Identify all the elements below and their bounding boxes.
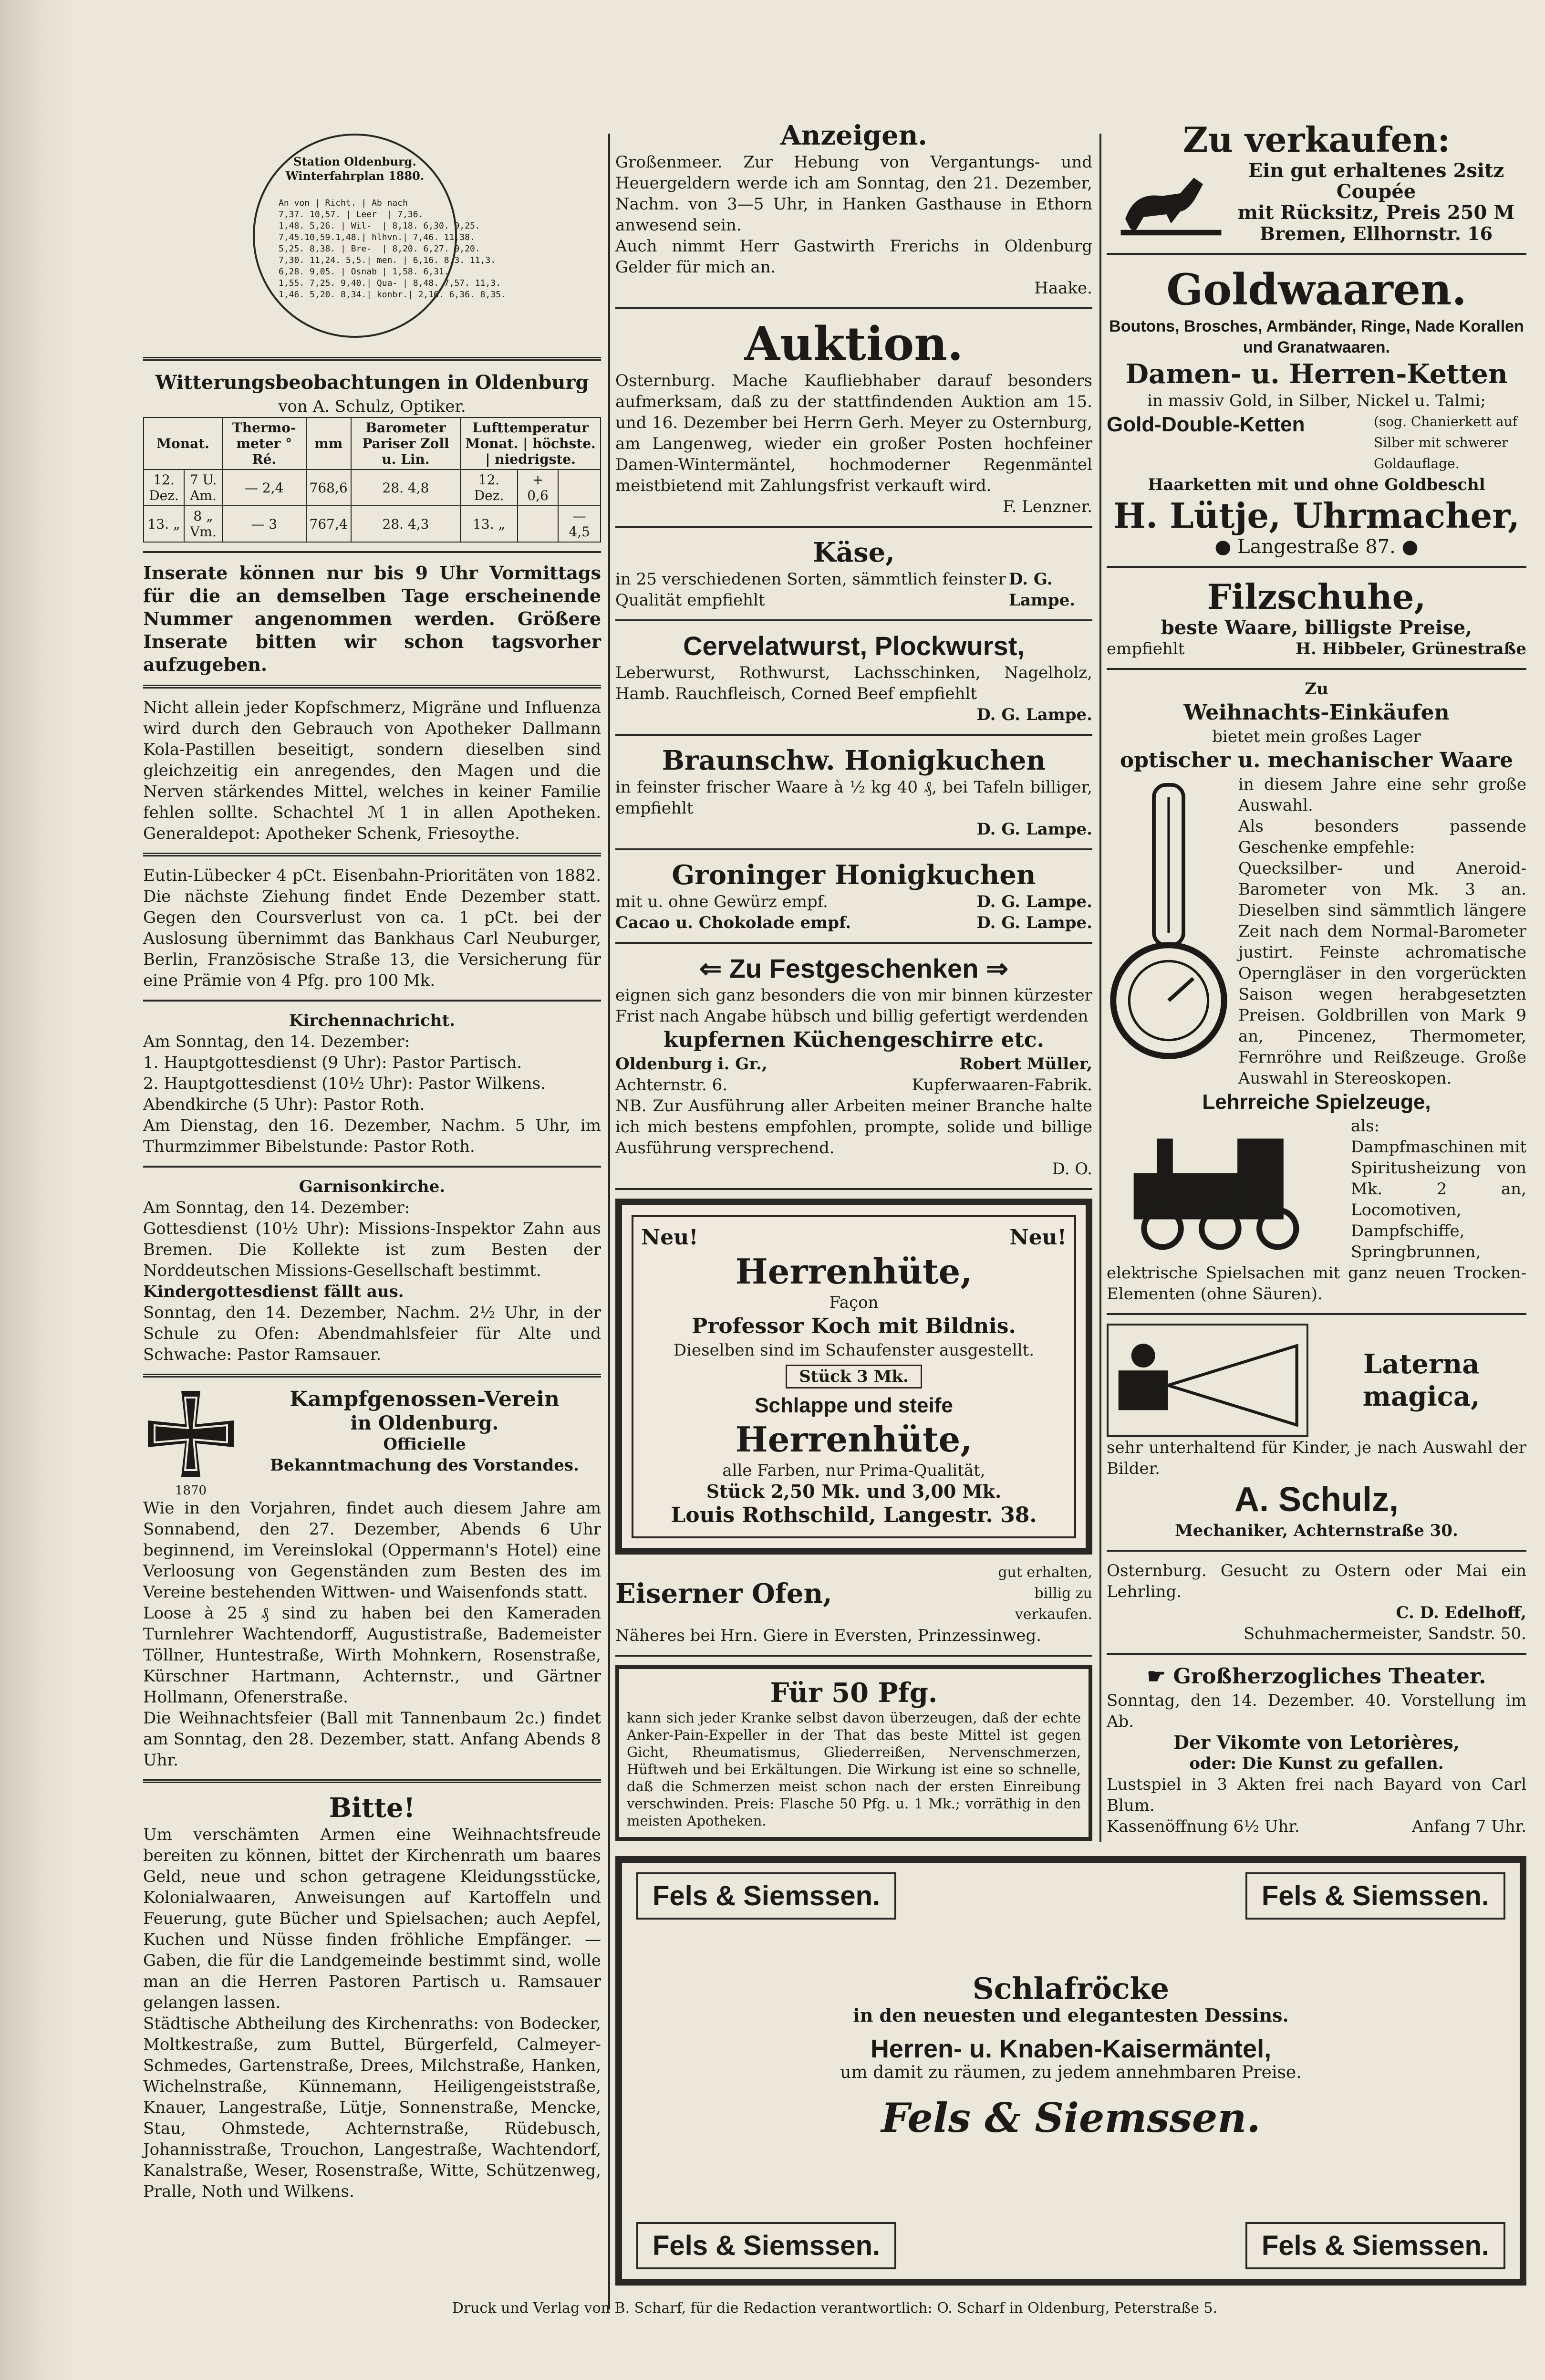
cell: 12. Dez. — [460, 470, 518, 506]
fs-tag: Fels & Siemssen. — [1245, 2222, 1505, 2269]
goldwaaren-haar: Haarketten mit und ohne Goldbeschl — [1148, 475, 1485, 494]
weih-text3: Quecksilber- und Aneroid-Barometer von Mk. 3 an. Dieselben sind sämmtlich längere Zeit nach dem Normal-Barometer justirt. Feinste achromatische Operngläser in den vorgerückten Saison wegen herabgesetzten Preisen. Goldbrillen von Mark 9 an, Pincenez, Thermometer, Fernröhre und Reißzeuge. Große Auswahl in Stereoskopen. — [1238, 859, 1526, 1088]
divider — [143, 685, 601, 689]
ofen-side: gut erhalten, billig zu verkaufen. — [998, 1564, 1092, 1623]
lampe-sig: D. G. Lampe. — [976, 820, 1092, 839]
column-rule-1 — [608, 134, 610, 2309]
divider — [615, 942, 1092, 944]
hut-farben: alle Farben, nur Prima-Qualität, — [722, 1461, 985, 1480]
railway-timetable-seal — [253, 134, 506, 338]
theater-text6: Anfang 7 Uhr. — [1411, 1817, 1526, 1836]
divider — [615, 1188, 1092, 1190]
cell: — 2,4 — [222, 470, 306, 506]
divider — [615, 848, 1092, 850]
pointing-hand-icon: ☛ — [1147, 1664, 1173, 1689]
garnison-line: Sonntag, den 14. Dezember, Nachm. 2½ Uhr, in der Schule zu Ofen: Abendmahlsfeier für Alte und Schwache: Pastor Ramsauer. — [143, 1303, 601, 1364]
cell: — 3 — [222, 506, 306, 542]
hut-preis: Stück 2,50 Mk. und 3,00 Mk. — [706, 1481, 1002, 1502]
bitte-text2: Städtische Abtheilung des Kirchenraths: von Bodecker, Moltkestraße, zum Buttel, Bürgerfeld, Calmeyer-Schmedes, Gartenstraße, Drees, Milchstraße, Hanken, Wichelnstraße, Künnemann, Heiligengeiststraße, Knauer, Langestraße, Lütje, Sonnenstraße, Mencke, Stau, Ohmstede, Achternstraße, Rüdebusch, Johannisstraße, Trouchon, Langestraße, Wachtendorf, Kanalstraße, Weser, Rosenstraße, Witte, Schützenweg, Pralle, Noth und Wilkens. — [143, 2014, 601, 2201]
divider — [1107, 668, 1526, 670]
osternburg-sig2: Schuhmachermeister, Sandstr. 50. — [1244, 1624, 1526, 1643]
divider — [615, 1655, 1092, 1657]
lufttemp-label: Lufttemperatur — [472, 420, 589, 436]
spiel-title: Lehrreiche Spielzeuge, — [1202, 1090, 1431, 1114]
bullet-icon: ● — [1214, 536, 1238, 558]
goldwaaren-double: Gold-Double-Ketten — [1107, 413, 1305, 436]
goldwaaren-text: Boutons, Brosches, Armbänder, Ringe, Nade Korallen und Granatwaaren. — [1109, 317, 1524, 356]
divider — [615, 734, 1092, 736]
ofen-text: Näheres bei Hrn. Giere in Eversten, Prinzessinweg. — [615, 1626, 1042, 1645]
bullet-icon: ● — [1395, 536, 1419, 558]
hut-koch: Professor Koch mit Bildnis. — [692, 1314, 1016, 1338]
kampf-titles — [248, 1386, 601, 1498]
weih-bietet: bietet mein großes Lager — [1212, 727, 1421, 746]
kampf-title: Kampfgenossen-Verein — [290, 1387, 560, 1411]
garnison-line: Kindergottesdienst fällt aus. — [143, 1282, 404, 1301]
kirchen-line: Am Dienstag, den 16. Dezember, Nachm. 5 Uhr, im Thurmzimmer Bibelstunde: Pastor Roth. — [143, 1116, 601, 1156]
osternburg-text: Osternburg. Gesucht zu Ostern oder Mai ein Lehrling. — [1107, 1561, 1526, 1601]
col-baro: Barometer Pariser Zoll u. Lin. — [351, 418, 461, 470]
luetje-addr-row — [1107, 536, 1526, 557]
cell — [558, 470, 601, 506]
seal-title: Station Oldenburg. Winterfahrplan 1880. — [285, 155, 425, 183]
theater-title-row — [1107, 1663, 1526, 1690]
kampf-sub3: Bekanntmachung des Vorstandes. — [270, 1456, 579, 1475]
weather-header-row — [144, 418, 601, 470]
fs-line: Herren- u. Knaben-Kaisermäntel, — [870, 2035, 1272, 2063]
divider — [143, 1779, 601, 1783]
weih-title: Weihnachts-Einkäufen — [1183, 700, 1450, 725]
laterna-title: Laterna magica, — [1362, 1348, 1480, 1412]
cell: 768,6 — [306, 470, 351, 506]
pfg-title: Für 50 Pfg. — [770, 1677, 938, 1709]
theater-text3: oder: Die Kunst zu gefallen. — [1189, 1754, 1444, 1773]
weih-text2: Als besonders passende Geschenke empfehle: — [1238, 817, 1526, 857]
anzeigen-title: Anzeigen. — [780, 120, 927, 151]
cell: 767,4 — [306, 506, 351, 542]
garnison-line: Gottesdienst (10½ Uhr): Missions-Inspektor Zahn aus Bremen. Die Kollekte ist zum Besten der Norddeutschen Missions-Gesellschaft bestimmt. — [143, 1219, 601, 1280]
fest-nb: NB. Zur Ausführung aller Arbeiten meiner Branche halte ich mich bestens empfohlen, prompte, solide und billige Ausführung versprechend. — [615, 1096, 1092, 1158]
page-fold-shadow — [0, 0, 72, 2380]
divider — [143, 1000, 601, 1002]
cell: 12. Dez. — [144, 470, 184, 506]
cell: 28. 4,3 — [351, 506, 461, 542]
groninger-row — [615, 891, 1092, 912]
filz-row — [1107, 638, 1526, 659]
cell: 13. „ — [460, 506, 518, 542]
fs-tag: Fels & Siemssen. — [636, 1872, 896, 1920]
hut-title2: Herrenhüte, — [735, 1419, 973, 1460]
verkaufen-line: Coupée — [1336, 180, 1416, 203]
divider — [1107, 253, 1526, 255]
kola-ad: Nicht allein jeder Kopfschmerz, Migräne und Influenza wird durch den Gebrauch von Apotheker Dallmann Kola-Pastillen beseitigt, sondern dieselben sind gleichzeitig ein anregendes, den Magen und die Nerven stärkendes Mittel, welches in keiner Familie fehlen sollte. Schachtel ℳ 1 in allen Apotheken. Generaldepot: Apotheker Schenk, Friesoythe. — [143, 698, 601, 843]
fest-title — [615, 952, 1092, 985]
weather-table — [143, 417, 601, 543]
divider — [1107, 1313, 1526, 1315]
cell: 28. 4,8 — [351, 470, 461, 506]
fs-firm: Fels & Siemssen. — [881, 2094, 1261, 2141]
kaese-text: in 25 verschiedenen Sorten, sämmtlich feinster Qualität empfiehlt — [615, 570, 1006, 610]
verkaufen-line: Bremen, Ellhornstr. 16 — [1259, 223, 1493, 244]
divider — [143, 853, 601, 856]
weather-subtitle: von A. Schulz, Optiker. — [278, 397, 466, 416]
bitte-title: Bitte! — [329, 1792, 415, 1824]
braunschw-title: Braunschw. Honigkuchen — [662, 745, 1046, 776]
cell: 13. „ — [144, 506, 184, 542]
filz-title: Filzschuhe, — [1207, 576, 1426, 617]
lampe-sig: D. G. Lampe. — [1008, 570, 1076, 610]
laterna-row — [1107, 1324, 1526, 1437]
fs-line2: um damit zu räumen, zu jedem annehmbaren Preise. — [840, 2063, 1302, 2082]
cell: 7 U. Am. — [184, 470, 222, 506]
verkaufen-line: mit Rücksitz, Preis 250 M — [1237, 201, 1515, 224]
fest-row — [615, 1054, 1092, 1075]
fs-title: Schlafröcke — [972, 1971, 1170, 2006]
cell — [518, 506, 558, 542]
table-row — [144, 470, 601, 506]
hut-facon: Façon — [829, 1293, 879, 1312]
kampf-text2: Loose à 25 ₰ sind zu haben bei den Kameraden Turnlehrer Wachtendorff, Augustistraße, Bademeister Töllner, Huntestraße, Wirth Mohnkern, Rosenstraße, Kürschner Hartmann, Achternstr., und Gärtner Hollmann, Ofenerstraße. — [143, 1604, 601, 1707]
pfg-text: kann sich jeder Kranke selbst davon überzeugen, daß der echte Anker-Pain-Expeller in der That das beste Mittel ist gegen Gicht, Rheumatismus, Gliederreißen, Nervenschmerzen, Hüftweh und bei Erkältungen. Die Wirkung ist eine so schnelle, daß die Schmerzen meist schon nach der ersten Einreibung verschwinden. Preis: Flasche 50 Pfg. u. 1 Mk.; vorräthig in den meisten Apotheken. — [627, 1710, 1081, 1829]
goldwaaren-title: Goldwaaren. — [1166, 264, 1467, 315]
fs-sub: in den neuesten und elegantesten Dessins. — [853, 2004, 1289, 2026]
arrow-icon: ⇐ — [699, 953, 729, 983]
luetje-addr: Langestraße 87. — [1237, 536, 1396, 558]
braunschw-text: in feinster frischer Waare à ½ kg 40 ₰, bei Tafeln billiger, empfiehlt — [615, 778, 1092, 818]
table-row — [144, 506, 601, 542]
hut-stueck: Stück 3 Mk. — [786, 1365, 922, 1388]
fest-row2 — [615, 1075, 1092, 1096]
arrow-icon: ⇒ — [978, 953, 1008, 983]
schulz-name: A. Schulz, — [1234, 1481, 1399, 1519]
neu-row — [641, 1224, 1067, 1251]
laterna-magica-icon — [1107, 1324, 1308, 1437]
eutin-ad: Eutin-Lübecker 4 pCt. Eisenbahn-Prioritäten von 1882. Die nächste Ziehung findet Ende Dezember statt. Gegen den Coursverlust von ca. 1 pCt. bei der Auslosung übernimmt das Bankhaus Carl Neuburger, Berlin, Französische Straße 13, die Versicherung für eine Prämie von 4 Pfg. pro 100 Mk. — [143, 866, 601, 990]
fest-big: kupfernen Küchengeschirre etc. — [664, 1028, 1044, 1052]
divider — [615, 307, 1092, 309]
divider — [1107, 1550, 1526, 1552]
filz-sig: H. Hibbeler, Grünestraße — [1296, 639, 1526, 658]
goldwaaren-mat: in massiv Gold, in Silber, Nickel u. Talmi; — [1147, 391, 1486, 410]
theater-text4: Lustspiel in 3 Akten frei nach Bayard von Carl Blum. — [1107, 1775, 1526, 1815]
fels-siemssen-ad — [615, 1856, 1526, 2286]
column-2 — [615, 119, 1092, 1841]
fs-center — [622, 1973, 1520, 2139]
col-niedrigste: niedrigste. — [495, 451, 576, 467]
luetje-name: H. Lütje, Uhrmacher, — [1113, 495, 1520, 536]
hut-schlappe: Schlappe und steife — [755, 1394, 953, 1417]
fs-tag: Fels & Siemssen. — [636, 2222, 896, 2269]
inserate-notice: Inserate können nur bis 9 Uhr Vormittags für die an demselben Tage erscheinende Nummer angenommen werden. Größere Inserate bitten wir schon tagsvorher aufzugeben. — [143, 562, 601, 675]
kampf-text: Wie in den Vorjahren, findet auch diesem Jahre am Sonnabend, den 27. Dezember, Abends 6 Uhr beginnend, im Vereinslokal (Oppermann's Hotel) eine Verloosung von Gegenständen zum Besten des im Vereine bestehenden Wittwen- und Waisenfonds statt. — [143, 1499, 601, 1602]
anzeigen-text: Großenmeer. Zur Hebung von Vergantungs- und Heuergeldern werde ich am Sonntag, den 21. Dezember, Nachm. von 3—5 Uhr, in Hanken Gasthause in Ethorn anwesend sein. — [615, 153, 1092, 235]
kirchen-line: Am Sonntag, den 14. Dezember: — [143, 1032, 410, 1051]
ofen-title: Eiserner Ofen, — [615, 1578, 832, 1609]
kirchen-line: Abendkirche (5 Uhr): Pastor Roth. — [143, 1095, 425, 1114]
cell: 8 „ Vm. — [184, 506, 222, 542]
lampe-sig: D. G. Lampe. — [976, 892, 1092, 911]
fest-street: Achternstr. 6. — [615, 1075, 728, 1095]
column-rule-2 — [1099, 134, 1101, 1842]
hut-schau: Dieselben sind im Schaufenster ausgestellt. — [673, 1341, 1035, 1360]
laterna-text: sehr unterhaltend für Kinder, je nach Auswahl der Bilder. — [1107, 1438, 1526, 1478]
divider — [615, 526, 1092, 528]
theater-title: Großherzogliches Theater. — [1173, 1664, 1486, 1689]
fest-text: eignen sich ganz besonders die von mir binnen kürzester Frist nach Angabe hübsch und billig gefertigt werdenden — [615, 986, 1092, 1026]
weih-zu: Zu — [1305, 679, 1328, 699]
ofen-row — [615, 1562, 1092, 1625]
kampf-text3: Die Weihnachtsfeier (Ball mit Tannenbaum 2c.) findet am Sonntag, den 28. Dezember, statt. Anfang Abends 8 Uhr. — [143, 1709, 601, 1770]
auktion-title: Auktion. — [744, 317, 964, 371]
auktion-text: Osternburg. Mache Kaufliebhaber darauf besonders aufmerksam, daß zu der stattfindenden Auktion am 15. und 16. Dezember bei Herrn Gerh. Meyer zu Osternburg, am Langenweg, wieder ein großer Posten hochfeiner Damen-Wintermäntel, hochmoderner Regenmäntel meistbietend mit Zahlungsfrist verkauft wird. — [615, 371, 1092, 495]
anzeigen-text2: Auch nimmt Herr Gastwirth Frerichs in Oldenburg Gelder für mich an. — [615, 237, 1092, 277]
garnison-title: Garnisonkirche. — [299, 1177, 446, 1196]
groninger-text: mit u. ohne Gewürz empf. — [615, 892, 828, 911]
cervelat-text: Leberwurst, Rothwurst, Lachsschinken, Nagelholz, Hamb. Rauchfleisch, Corned Beef empfiehlt — [615, 663, 1092, 703]
iron-cross-block — [143, 1386, 238, 1498]
theater-text5: Kassenöffnung 6½ Uhr. — [1107, 1817, 1300, 1836]
fs-tag: Fels & Siemssen. — [1245, 1872, 1505, 1920]
column-3 — [1107, 119, 1526, 1837]
kirchen-line: 2. Hauptgottesdienst (10½ Uhr): Pastor Wilkens. — [143, 1074, 546, 1093]
goldwaaren-double2: (sog. Chanierkett auf Silber mit schwerer Goldauflage. — [1374, 414, 1517, 471]
divider — [143, 1166, 601, 1168]
divider — [143, 1374, 601, 1378]
kirchen-title: Kirchennachricht. — [289, 1011, 456, 1030]
hut-firm: Louis Rothschild, Langestr. 38. — [671, 1503, 1037, 1527]
seal-grid: An von | Richt. | Ab nach 7,37. 10,57. | Leer | 7,36. 1,48. 5,26. | Wil- | 8,18. 6,30. 9,25. 7,45.10,59.1,48.| hlhvn.| 7,46. 11,38. 5,25. 8,38. | Bre- | 8,20. 6,27. 9,20. 7,30. 11,24. 5,5.| men. | 6,16. 8,3. 11,3. 6,28. 9,05. | Osnab | 1,58. 6,31. 1,55. 7,25. 9,40.| Qua- | 8,48. 7,57. 11,3. 1,46. 5,20. 8,34.| konbr.| 2,16. 6,36. 8,35. — [279, 198, 506, 300]
kampf-header — [143, 1386, 601, 1498]
garnison-line: Am Sonntag, den 14. Dezember: — [143, 1198, 410, 1217]
verkaufen-title: Zu verkaufen: — [1182, 119, 1451, 160]
verkaufen-line: Ein gut erhaltenes 2sitz — [1248, 159, 1504, 182]
cacao-row — [615, 912, 1092, 933]
auktion-sig: F. Lenzner. — [1003, 497, 1092, 516]
col-hoechste: höchste. — [532, 436, 596, 451]
fest-loc: Oldenburg i. Gr., — [615, 1054, 767, 1074]
kampf-sub: in Oldenburg. — [350, 1412, 499, 1434]
toy-locomotive-icon — [1107, 1116, 1345, 1254]
herrenhuete-inner — [632, 1215, 1076, 1538]
weather-title: Witterungsbeobachtungen in Oldenburg — [155, 371, 589, 394]
kaese-row — [615, 569, 1092, 611]
osternburg-sig: C. D. Edelhoff, — [1396, 1603, 1526, 1622]
divider — [1107, 1653, 1526, 1655]
cervelat-title: Cervelatwurst, Plockwurst, — [683, 631, 1025, 661]
cacao-text: Cacao u. Chokolade empf. — [615, 913, 851, 932]
hut-title: Herrenhüte, — [735, 1251, 973, 1292]
pain-expeller-ad — [615, 1665, 1092, 1841]
fest-nb-sig: D. O. — [1052, 1159, 1092, 1179]
weih-texts — [1238, 774, 1526, 1089]
fest-name: Robert Müller, — [959, 1054, 1092, 1074]
barometer-icon — [1107, 779, 1231, 1075]
cell: — 4,5 — [558, 506, 601, 542]
divider — [143, 551, 601, 553]
col-lufttemp: Lufttemperatur Monat. | höchste. | niedrigste. — [460, 418, 601, 470]
kirchen-line: 1. Hauptgottesdienst (9 Uhr): Pastor Partisch. — [143, 1053, 522, 1072]
horse-icon — [1116, 172, 1226, 239]
theater-text2: Der Vikomte von Letorières, — [1173, 1732, 1460, 1753]
weih-body — [1107, 774, 1526, 1089]
theater-text: Sonntag, den 14. Dezember. 40. Vorstellung im Ab. — [1107, 1691, 1526, 1731]
filz-empf: empfiehlt — [1107, 639, 1185, 658]
divider — [143, 357, 601, 361]
fest-title-text: Zu Festgeschenken — [729, 953, 979, 983]
col-monat2: Monat. — [465, 436, 518, 451]
spiel-text: als: Dampfmaschinen mit Spiritusheizung von Mk. 2 an, Locomotiven, Dampfschiffe, Springbrunnen, — [1351, 1117, 1526, 1262]
col-mm: mm — [306, 418, 351, 470]
filz-text: beste Waare, billigste Preise, — [1161, 616, 1472, 639]
kaese-title: Käse, — [813, 537, 895, 568]
column-1 — [143, 119, 601, 2202]
imprint-footer: Druck und Verlag von B. Scharf, für die Redaction verantwortlich: O. Scharf in Oldenburg, Peterstraße 5. — [452, 2300, 1218, 2317]
theater-row — [1107, 1816, 1526, 1837]
cross-year: 1870 — [175, 1483, 207, 1498]
neu-label: Neu! — [1009, 1225, 1067, 1250]
divider — [1107, 566, 1526, 568]
goldwaaren-row — [1107, 411, 1526, 474]
weih-opt: optischer u. mechanischer Waare — [1120, 748, 1514, 772]
spiel-text2: elektrische Spielsachen mit ganz neuen Trocken-Elementen (ohne Säuren). — [1107, 1263, 1526, 1304]
bitte-text: Um verschämten Armen eine Weihnachtsfreude bereiten zu können, bittet der Kirchenrath um baares Geld, neue und schon getragene Kleidungsstücke, Kolonialwaaren, Anweisungen auf Kartoffeln und Feuerung, gute Bücher und Spielsachen; auch Aepfel, Kuchen und Nüsse finden fröhliche Empfänger. — Gaben, die für die Landgemeinde bestimmt sind, wolle man an die Herren Pastoren Partisch u. Ramsauer gelangen lassen. — [143, 1825, 601, 2012]
anzeigen-sig: Haake. — [1034, 279, 1092, 298]
herrenhuete-ad — [615, 1199, 1092, 1555]
col-monat: Monat. — [144, 418, 222, 470]
kampf-sub2: Officielle — [383, 1435, 466, 1454]
cell: + 0,6 — [518, 470, 558, 506]
lampe-sig: D. G. Lampe. — [976, 913, 1092, 932]
iron-cross-icon — [143, 1386, 238, 1482]
spiel-body — [1107, 1116, 1526, 1263]
schulz-addr: Mechaniker, Achternstraße 30. — [1175, 1521, 1458, 1540]
goldwaaren-ketten: Damen- u. Herren-Ketten — [1125, 358, 1508, 390]
fest-firm: Kupferwaaren-Fabrik. — [912, 1075, 1092, 1095]
weih-text: in diesem Jahre eine sehr große Auswahl. — [1238, 775, 1526, 815]
divider — [615, 619, 1092, 621]
col-thermo: Thermo-meter ° Ré. — [222, 418, 306, 470]
neu-label: Neu! — [641, 1225, 698, 1250]
groninger-title: Groninger Honigkuchen — [672, 859, 1036, 891]
lampe-sig: D. G. Lampe. — [976, 705, 1092, 724]
